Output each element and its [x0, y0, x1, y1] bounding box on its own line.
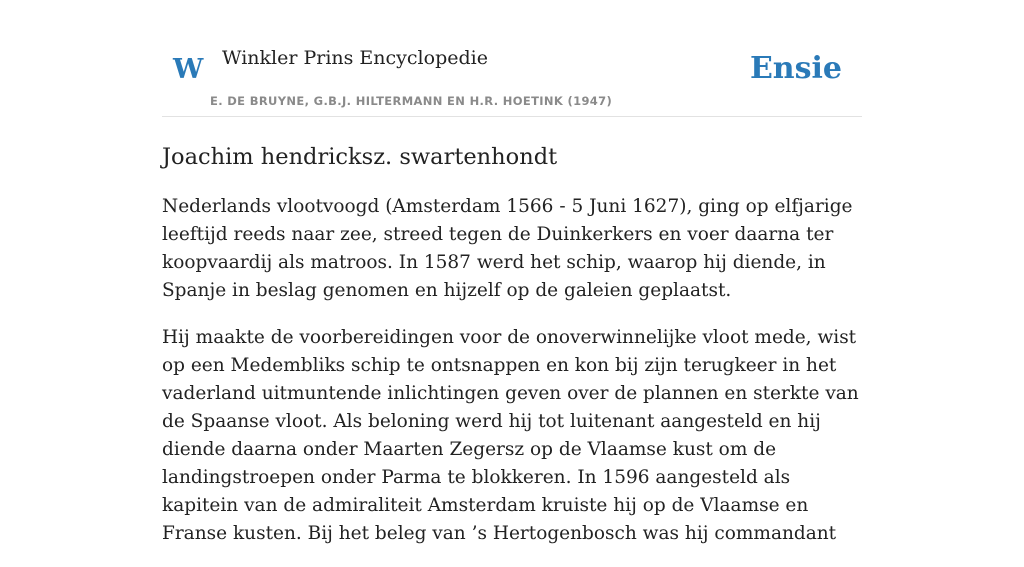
- entry-title: Joachim hendricksz. swartenhondt: [162, 144, 558, 170]
- book-logo-icon[interactable]: W: [173, 54, 204, 85]
- book-title-link[interactable]: Winkler Prins Encyclopedie: [222, 47, 488, 69]
- book-header: [162, 0, 862, 117]
- ensie-logo-link[interactable]: Ensie: [749, 51, 842, 86]
- book-authors: E. DE BRUYNE, G.B.J. HILTERMANN EN H.R. HOETINK (1947): [210, 94, 613, 108]
- entry-paragraph: Hij maakte de voorbereidingen voor de onoverwinnelijke vloot mede, wist op een Medembliks schip te ontsnappen en kon bij zijn terugkeer in het vaderland uitmuntende inlichtingen geven over de plannen en sterkte van de Spaanse vloot. Als beloning werd hij tot luitenant aangesteld en hij diende daarna onder Maarten Zegersz op de Vlaamse kust om de landingstroepen onder Parma te blokkeren. In 1596 aangesteld als kapitein van de admiraliteit Amsterdam kruiste hij op de Vlaamse en Franse kusten. Bij het beleg van ’s Hertogenbosch was hij commandant: [162, 327, 859, 544]
- content-container: [162, 0, 862, 567]
- entry-paragraph: Nederlands vlootvoogd (Amsterdam 1566 - 5 Juni 1627), ging op elfjarige leeftijd reeds naar zee, streed tegen de Duinkerkers en voer daarna ter koopvaardij als matroos. In 1587 werd het schip, waarop hij diende, in Spanje in beslag genomen en hijzelf op de galeien geplaatst.: [162, 196, 853, 301]
- entry-body: [162, 193, 862, 548]
